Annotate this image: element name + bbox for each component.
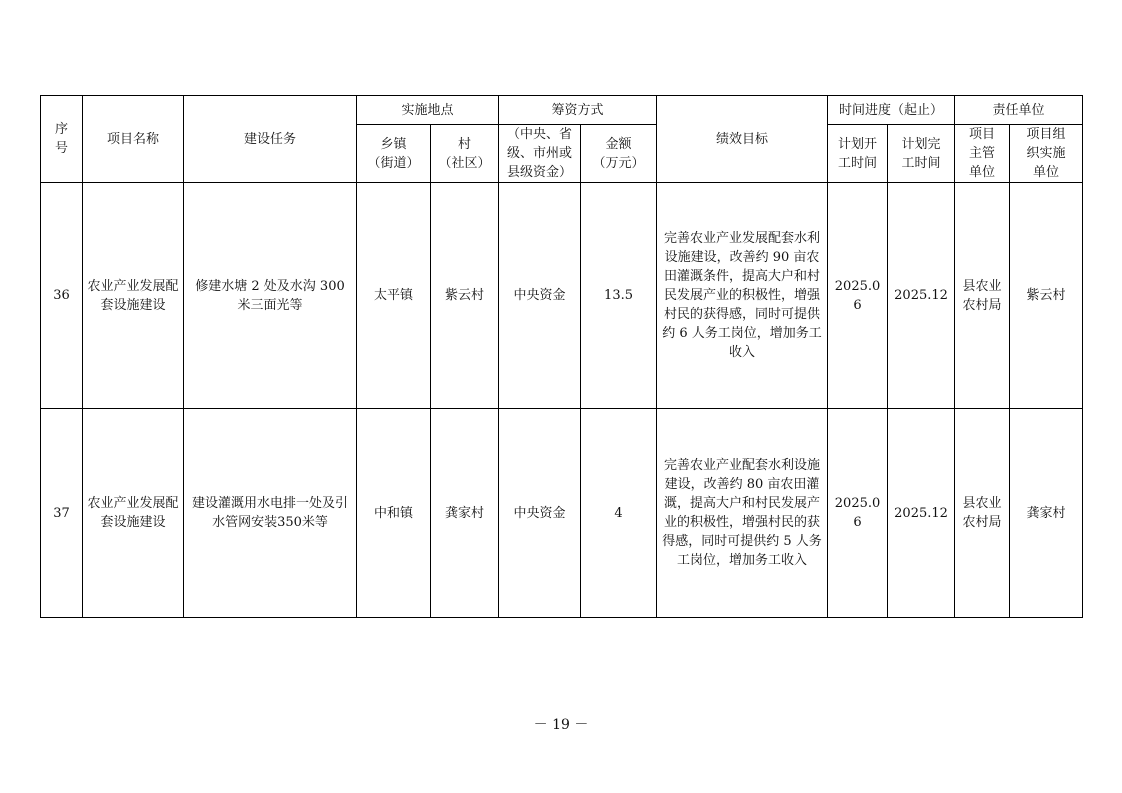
cell-impl-unit: 紫云村: [1010, 183, 1083, 409]
header-amount: 金额 （万元）: [581, 125, 657, 183]
cell-start-time: 2025.06: [828, 183, 888, 409]
cell-village: 紫云村: [431, 183, 499, 409]
cell-fund-source: 中央资金: [499, 409, 581, 618]
header-start-time: 计划开 工时间: [828, 125, 888, 183]
header-schedule: 时间进度（起止）: [828, 96, 955, 125]
header-seq: 序 号: [41, 96, 83, 183]
cell-end-time: 2025.12: [888, 409, 955, 618]
cell-start-time: 2025.06: [828, 409, 888, 618]
header-end-time: 计划完 工时间: [888, 125, 955, 183]
cell-goal: 完善农业产业配套水利设施建设，改善约 80 亩农田灌溉，提高大户和村民发展产业的积极性，增强村民的获得感，同时可提供约 5 人务工岗位，增加务工收入: [657, 409, 828, 618]
table-row: [41, 183, 1083, 409]
cell-end-time: 2025.12: [888, 183, 955, 409]
cell-amount: 13.5: [581, 183, 657, 409]
cell-town: 中和镇: [357, 409, 431, 618]
header-goal: 绩效目标: [657, 96, 828, 183]
header-dept: 项目 主管 单位: [955, 125, 1010, 183]
cell-impl-unit: 龚家村: [1010, 409, 1083, 618]
header-village: 村 （社区）: [431, 125, 499, 183]
cell-town: 太平镇: [357, 183, 431, 409]
cell-goal: 完善农业产业发展配套水利设施建设，改善约 90 亩农田灌溉条件，提高大户和村民发展产业的积极性，增强村民的获得感，同时可提供约 6 人务工岗位，增加务工收入: [657, 183, 828, 409]
cell-seq: 37: [41, 409, 83, 618]
cell-task: 建设灌溉用水电排一处及引水管网安装350米等: [184, 409, 357, 618]
cell-seq: 36: [41, 183, 83, 409]
table-row: [41, 409, 1083, 618]
cell-fund-source: 中央资金: [499, 183, 581, 409]
header-project-name: 项目名称: [83, 96, 184, 183]
header-funding: 筹资方式: [499, 96, 657, 125]
project-table: [40, 95, 1083, 618]
header-location: 实施地点: [357, 96, 499, 125]
cell-village: 龚家村: [431, 409, 499, 618]
cell-project-name: 农业产业发展配套设施建设: [83, 183, 184, 409]
header-task: 建设任务: [184, 96, 357, 183]
cell-dept: 县农业农村局: [955, 183, 1010, 409]
header-responsible: 责任单位: [955, 96, 1083, 125]
header-town: 乡镇 （街道）: [357, 125, 431, 183]
cell-dept: 县农业农村局: [955, 409, 1010, 618]
page-number: － 19 －: [533, 717, 589, 733]
cell-project-name: 农业产业发展配套设施建设: [83, 409, 184, 618]
cell-task: 修建水塘 2 处及水沟 300 米三面光等: [184, 183, 357, 409]
header-impl-unit: 项目组 织实施 单位: [1010, 125, 1083, 183]
header-fund-source: （中央、省 级、市州或 县级资金）: [499, 125, 581, 183]
cell-amount: 4: [581, 409, 657, 618]
